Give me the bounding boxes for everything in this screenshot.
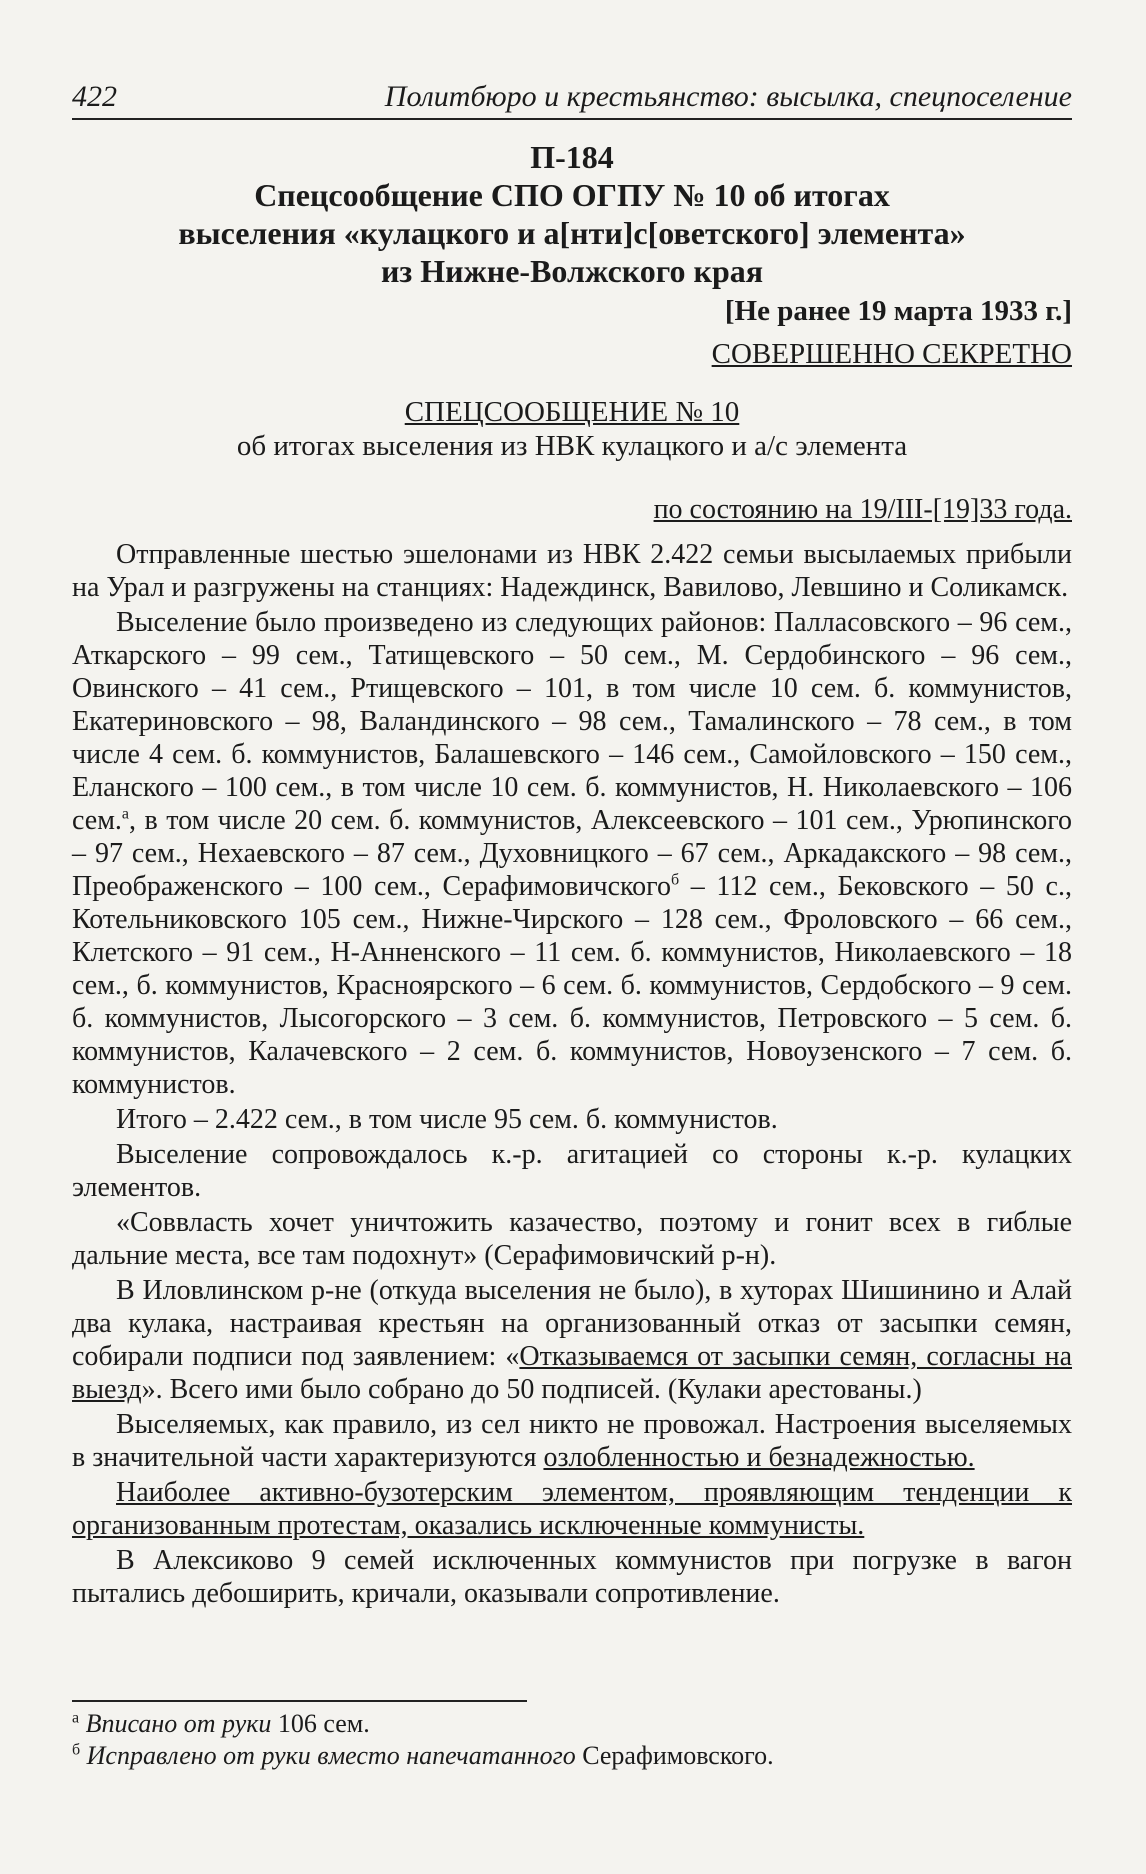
running-head-title: Политбюро и крестьянство: высылка, спецпоселение [384, 80, 1072, 113]
paragraph-8 [72, 1476, 1072, 1542]
paragraph-4: Выселение сопровождалось к.-р. агитацией со стороны к.-р. кулацких элементов. [72, 1139, 1072, 1203]
page-number: 422 [72, 80, 117, 113]
report-heading [72, 395, 1072, 463]
document-date: [Не ранее 19 марта 1933 г.] [724, 295, 1072, 327]
document-body [72, 538, 1072, 1612]
title-line-2: выселения «кулацкого и а[нти]с[оветского] элемента» [178, 215, 966, 251]
paragraph-6-underlined: Отказываемся от засыпки семян, согласны на выезд [72, 1341, 1073, 1405]
state-date: по состоянию на 19/III-[19]33 года. [653, 494, 1072, 525]
title-line-3: из Нижне-Волжского края [380, 253, 764, 289]
running-head [72, 72, 1072, 120]
footnote-b [72, 1740, 1072, 1772]
classification-stamp: СОВЕРШЕННО СЕКРЕТНО [711, 338, 1072, 370]
footnote-a-text: 106 сем. [271, 1709, 370, 1738]
document-title [72, 138, 1072, 290]
footnotes [72, 1708, 1072, 1772]
footnote-b-italic: Исправлено от руки вместо напечатанного [86, 1741, 576, 1770]
footnote-b-text: Серафимовского. [575, 1741, 774, 1770]
paragraph-6-part-b: ». Всего ими было собрано до 50 подписей. (Кулаки арестованы.) [141, 1374, 922, 1405]
paragraph-1: Отправленные шестью эшелонами из НВК 2.422 семьи высылаемых прибыли на Урал и разгружены на станциях: Надеждинск, Вавилово, Левшино и Соликамск. [72, 539, 1072, 603]
paragraph-2-part-c: – 112 сем., Бековского – 50 с., Котельниковского 105 сем., Нижне-Чирского – 128 сем., Фроловского – 66 сем., Клетского – 91 сем., Н-Анненского – 11 сем. б. коммунистов, Николаевского – 18 сем., б. коммунистов, Красноярского – 6 сем. б. коммунистов, Сердобского – 9 сем. б. коммунистов, Лысогорского – 3 сем. б. коммунистов, Петровского – 5 сем. б. коммунистов, Калачевского – 2 сем. б. коммунистов, Новоузенского – 7 сем. б. коммунистов. [72, 871, 1072, 1100]
footnote-a-italic: Вписано от руки [85, 1709, 272, 1738]
paragraph-7-part-a: Выселяемых, как правило, из сел никто не провожал. Настроения выселяемых в значительной части характеризуются [72, 1409, 1072, 1473]
footnote-a [72, 1708, 1072, 1740]
footnote-a-mark: а [72, 1709, 80, 1727]
document-number: П-184 [530, 139, 614, 175]
footnote-ref-a: а [121, 805, 130, 823]
title-line-1: Спецсообщение СПО ОГПУ № 10 об итогах [254, 177, 890, 213]
paragraph-9: В Алексиково 9 семей исключенных коммунистов при погрузке в вагон пытались дебоширить, кричали, оказывали сопротивление. [72, 1545, 1072, 1609]
paragraph-2 [72, 606, 1072, 1101]
paragraph-6-part-a: В Иловлинском р-не (откуда выселения не было), в хуторах Шишинино и Алай два кулака, настраивая крестьян на организованный отказ от засыпки семян, собирали подписи под заявлением: « [72, 1275, 1072, 1372]
footnote-ref-b: б [670, 871, 680, 889]
paragraph-7-underlined: озлобленностью и безнадежностью. [543, 1442, 975, 1473]
report-title: СПЕЦСООБЩЕНИЕ № 10 [404, 396, 740, 428]
paragraph-2-part-b: , в том числе 20 сем. б. коммунистов, Алексеевского – 101 сем., Урюпинского – 97 сем., Нехаевского – 87 сем., Духовницкого – 67 сем., Аркадакского – 98 сем., Преображенского – 100 сем., Серафимовичского [72, 805, 1072, 902]
paragraph-2-part-a: Выселение было произведено из следующих районов: Палласовского – 96 сем., Аткарского – 99 сем., Татищевского – 50 сем., М. Сердобинского – 96 сем., Овинского – 41 сем., Ртищевского – 101, в том числе 10 сем. б. коммунистов, Екатериновского – 98, Валандинского – 98 сем., Тамалинского – 78 сем., в том числе 4 сем. б. коммунистов, Балашевского – 146 сем., Самойловского – 150 сем., Еланского – 100 сем., в том числе 10 сем. б. коммунистов, Н. Николаевского – 106 сем. [72, 607, 1072, 836]
footnote-b-mark: б [72, 1741, 81, 1759]
paragraph-3: Итого – 2.422 сем., в том числе 95 сем. б. коммунистов. [116, 1104, 778, 1135]
paragraph-7 [72, 1408, 1072, 1474]
report-subtitle: об итогах выселения из НВК кулацкого и а/с элемента [236, 430, 908, 462]
paragraph-8-underlined: Наиболее активно-бузотерским элементом, проявляющим тенденции к организованным протестам, оказались исключенные коммунисты. [72, 1477, 1072, 1541]
footnote-divider [72, 1700, 527, 1702]
paragraph-5: «Соввласть хочет уничтожить казачество, поэтому и гонит всех в гиблые дальние места, все там подохнут» (Серафимовичский р-н). [72, 1207, 1072, 1271]
paragraph-6 [72, 1274, 1072, 1406]
